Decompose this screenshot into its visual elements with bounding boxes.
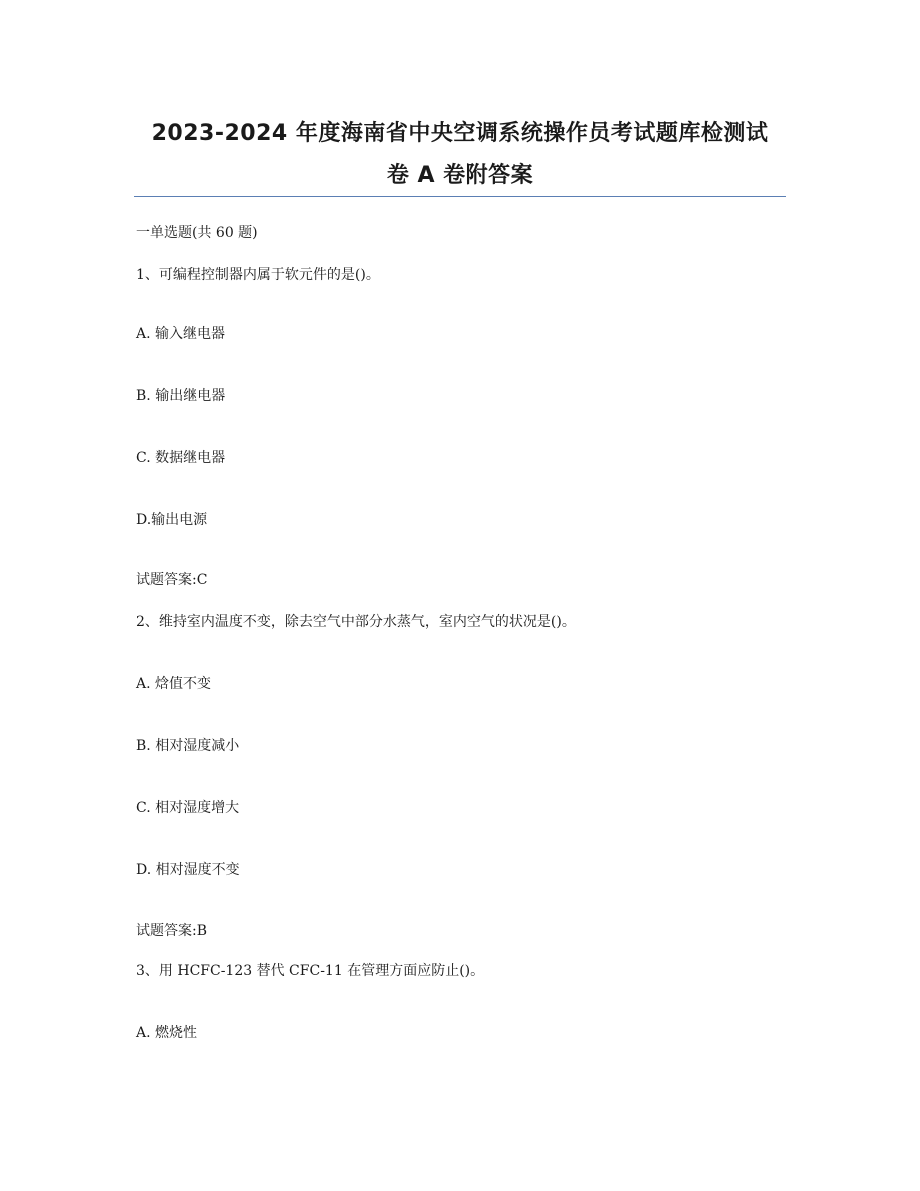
- question-1-option-b: B. 输出继电器: [136, 388, 226, 404]
- question-3-option-a: A. 燃烧性: [136, 1025, 198, 1041]
- question-stem-2: 2、维持室内温度不变，除去空气中部分水蒸气，室内空气的状况是()。: [136, 614, 576, 630]
- question-1-option-c: C. 数据继电器: [136, 450, 226, 466]
- title-divider: [134, 196, 786, 197]
- question-2-option-a: A. 焓值不变: [136, 676, 212, 692]
- question-1-option-d: D.输出电源: [136, 512, 208, 528]
- question-1-answer: 试题答案:C: [136, 572, 208, 588]
- question-1-option-a: A. 输入继电器: [136, 326, 226, 342]
- question-stem-1: 1、可编程控制器内属于软元件的是()。: [136, 267, 380, 283]
- section-heading: 一单选题(共 60 题): [136, 225, 258, 241]
- question-2-option-d: D. 相对湿度不变: [136, 862, 240, 878]
- document-title-line-2: 卷 A 卷附答案: [386, 163, 534, 188]
- question-2-option-c: C. 相对湿度增大: [136, 800, 240, 816]
- document-title-line-1: 2023-2024 年度海南省中央空调系统操作员考试题库检测试: [151, 121, 769, 146]
- question-2-answer: 试题答案:B: [136, 923, 208, 939]
- question-stem-3: 3、用 HCFC-123 替代 CFC-11 在管理方面应防止()。: [136, 963, 485, 979]
- question-2-option-b: B. 相对湿度减小: [136, 738, 240, 754]
